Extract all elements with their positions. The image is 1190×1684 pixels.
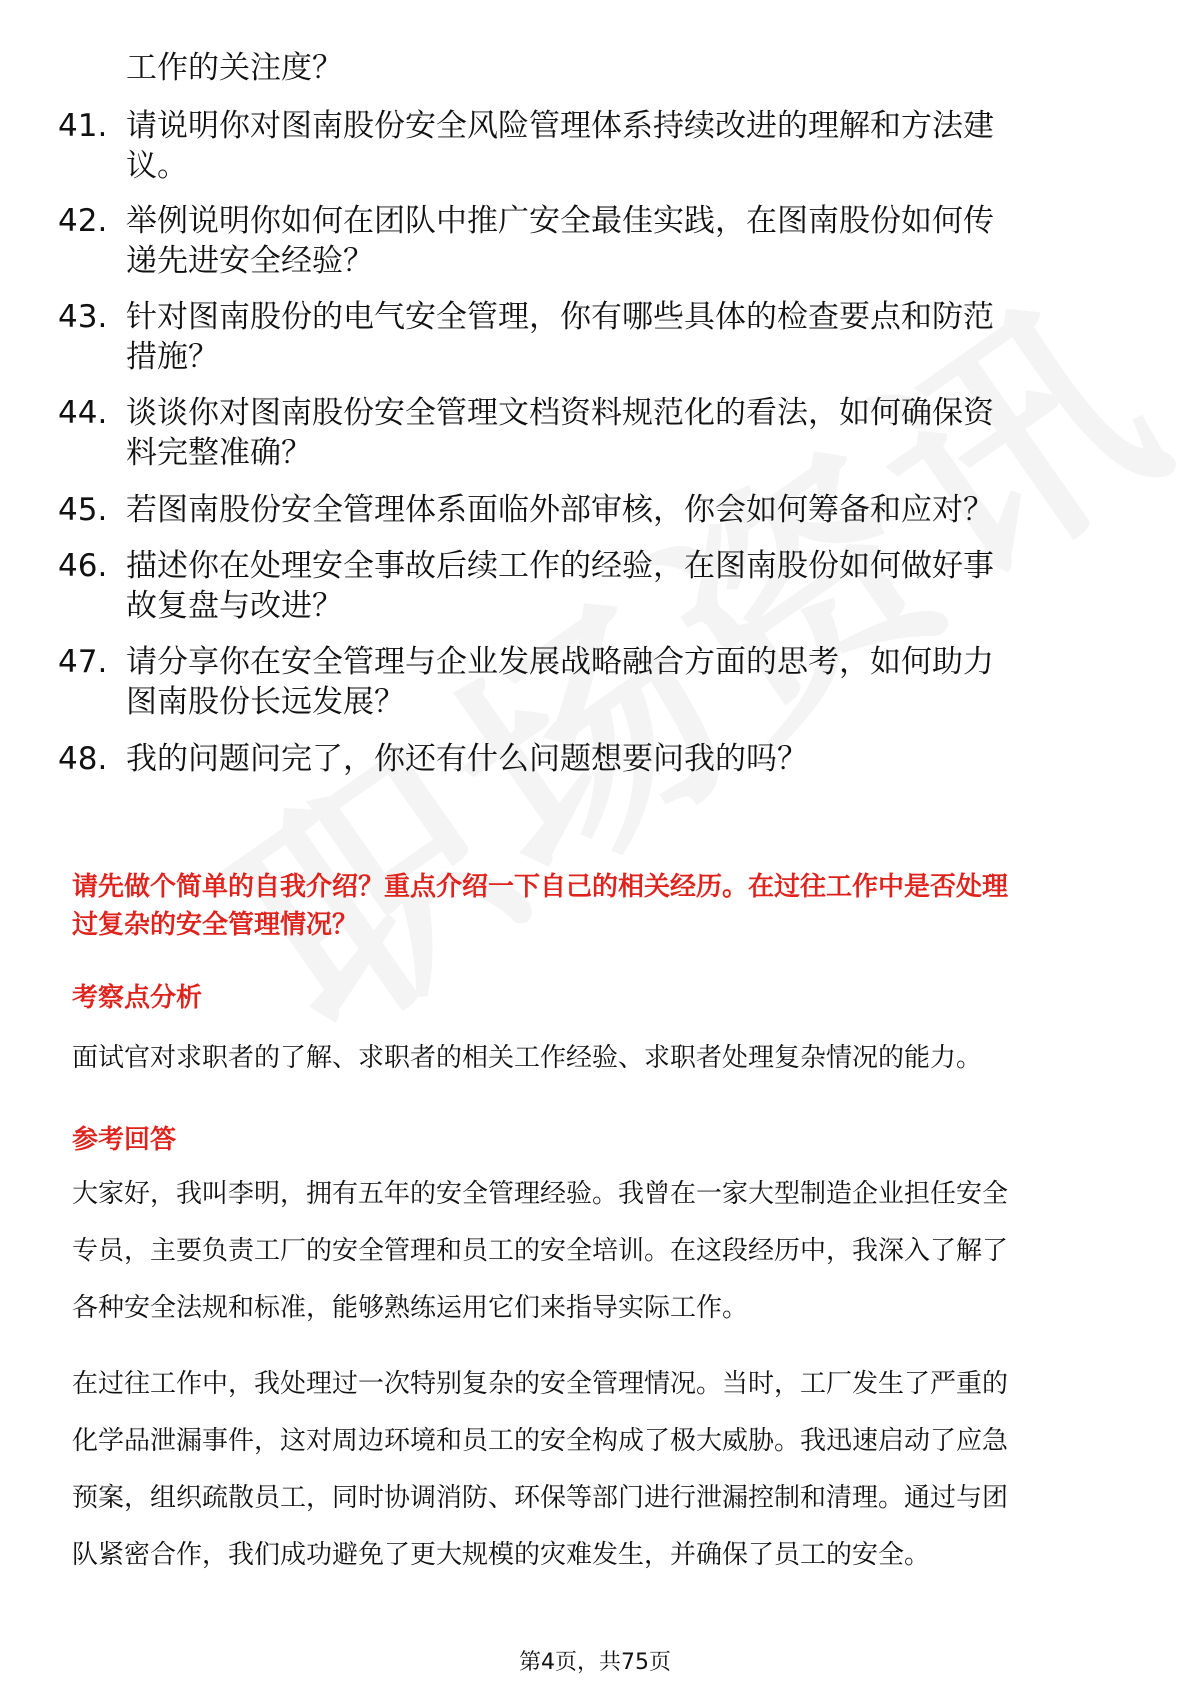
question-number: 45. [58, 492, 108, 528]
paragraph-line: 在过往工作中，我处理过一次特别复杂的安全管理情况。当时，工厂发生了严重的 [72, 1369, 1009, 1399]
question-text-line1: 请分享你在安全管理与企业发展战略融合方面的思考，如何助力 [126, 644, 994, 680]
question-text-line2: 递先进安全经验？ [126, 243, 374, 279]
paragraph-line: 大家好，我叫李明，拥有五年的安全管理经验。我曾在一家大型制造企业担任安全 [72, 1179, 1009, 1209]
question-number: 47. [58, 644, 108, 680]
question-number: 48. [58, 741, 108, 777]
question-text-line2: 图南股份长远发展？ [126, 684, 405, 720]
paragraph-line: 队紧密合作，我们成功避免了更大规模的灾难发生，并确保了员工的安全。 [72, 1540, 931, 1570]
question-text-line2: 故复盘与改进？ [126, 588, 343, 624]
question-text-line2: 措施？ [126, 339, 219, 375]
analysis-text: 面试官对求职者的了解、求职者的相关工作经验、求职者处理复杂情况的能力。 [72, 1043, 983, 1073]
paragraph-line: 专员，主要负责工厂的安全管理和员工的安全培训。在这段经历中，我深入了解了 [72, 1236, 1009, 1266]
question-text-line1: 举例说明你如何在团队中推广安全最佳实践，在图南股份如何传 [126, 203, 994, 239]
question-text-line1: 我的问题问完了，你还有什么问题想要问我的吗？ [126, 741, 808, 777]
answer-paragraph-1 [72, 1166, 1122, 1337]
analysis-heading: 考察点分析 [72, 983, 203, 1013]
continuation-text: 工作的关注度？ [126, 50, 343, 86]
question-number: 46. [58, 548, 108, 584]
question-text-line2: 料完整准确？ [126, 435, 312, 471]
paragraph-line: 各种安全法规和标准，能够熟练运用它们来指导实际工作。 [72, 1293, 749, 1323]
question-number: 41. [58, 108, 108, 144]
highlight-question-line2: 过复杂的安全管理情况？ [72, 910, 359, 940]
question-text-line1: 请说明你对图南股份安全风险管理体系持续改进的理解和方法建 [126, 108, 994, 144]
answer-heading: 参考回答 [72, 1125, 177, 1155]
question-text-line2: 议。 [126, 148, 188, 184]
paragraph-line: 化学品泄漏事件，这对周边环境和员工的安全构成了极大威胁。我迅速启动了应急 [72, 1426, 1009, 1456]
highlight-question [72, 868, 1122, 944]
question-number: 44. [58, 395, 108, 431]
question-text-line1: 谈谈你对图南股份安全管理文档资料规范化的看法，如何确保资 [126, 395, 994, 431]
question-text-line1: 描述你在处理安全事故后续工作的经验，在图南股份如何做好事 [126, 548, 994, 584]
question-text-line1: 针对图南股份的电气安全管理，你有哪些具体的检查要点和防范 [126, 299, 994, 335]
answer-paragraph-2 [72, 1356, 1122, 1584]
highlight-question-line1: 请先做个简单的自我介绍？重点介绍一下自己的相关经历。在过往工作中是否处理 [72, 872, 1009, 902]
question-number: 42. [58, 203, 108, 239]
paragraph-line: 预案，组织疏散员工，同时协调消防、环保等部门进行泄漏控制和清理。通过与团 [72, 1483, 1009, 1513]
page-footer: 第4页，共75页 [519, 1650, 671, 1675]
question-text-line1: 若图南股份安全管理体系面临外部审核，你会如何筹备和应对？ [126, 492, 994, 528]
question-number: 43. [58, 299, 108, 335]
